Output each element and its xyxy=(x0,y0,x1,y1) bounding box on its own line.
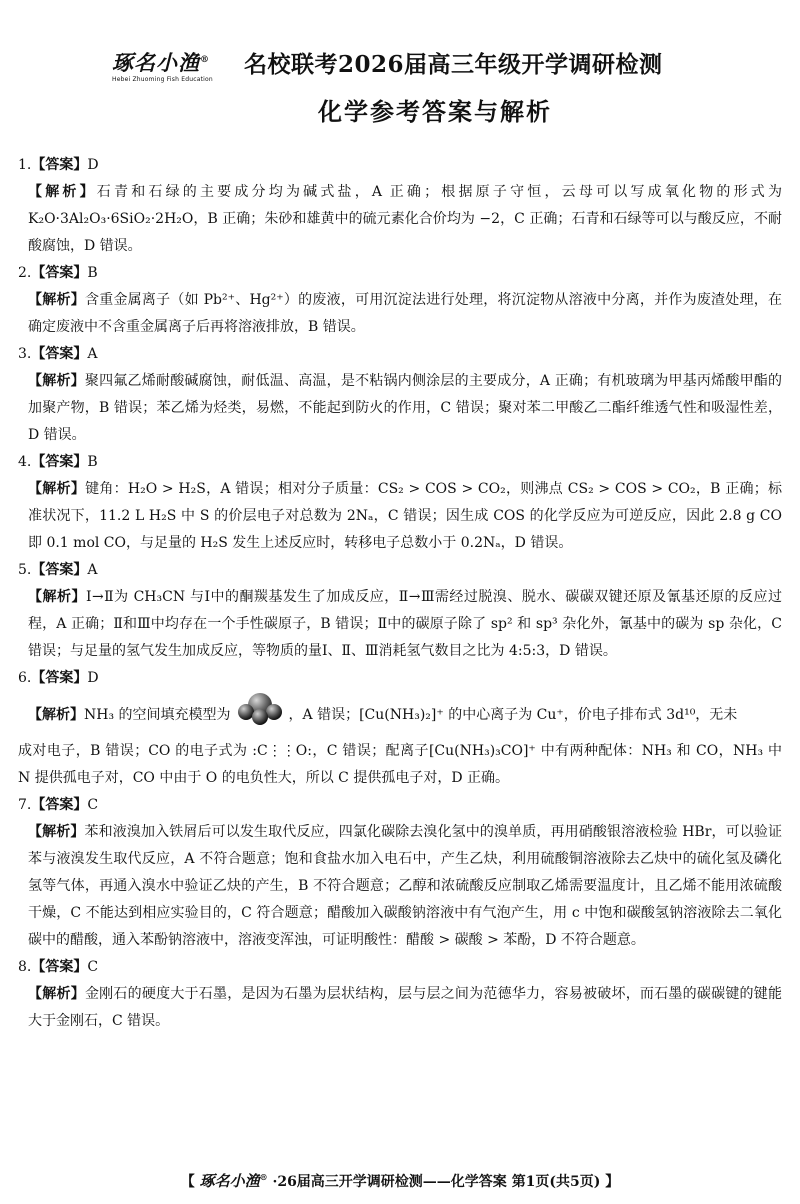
explanation: 【解析】含重金属离子（如 Pb²⁺、Hg²⁺）的废液，可用沉淀法进行处理，将沉淀物从溶液中分离，并作为废渣处理，在确定废液中不含重金属离子后再将溶液排放，B 错误。 xyxy=(28,292,783,335)
nh3-space-filling-model-icon xyxy=(235,692,285,738)
page-title: 名校联考2026届高三年级开学调研检测 xyxy=(244,51,663,78)
explanation: 【解析】金刚石的硬度大于石墨，是因为石墨为层状结构，层与层之间为范德华力，容易被破坏，而石墨的碳碳键的键能大于金刚石，C 错误。 xyxy=(28,986,783,1029)
answer-value: B xyxy=(87,454,98,470)
answer-item-4: 4.【答案】B 【解析】键角：H₂O > H₂S，A 错误；相对分子质量：CS₂ > COS > CO₂，则沸点 CS₂ > COS > CO₂，B 正确；标准状况下，11.2 L H₂S 中 S 的价层电子对总数为 2Nₐ，C 错误；因生成 COS 的化学反应为可逆反应，因此 2.8 g CO 即 0.1 mol CO，与足量的 H₂S 发生上述反应时，转移电子总数小于 0.2Nₐ，D 错误。 xyxy=(18,449,782,557)
answer-item-1: 1.【答案】D 【解析】石青和石绿的主要成分均为碱式盐，A 正确；根据原子守恒，云母可以写成氧化物的形式为 K₂O·3Al₂O₃·6SiO₂·2H₂O，B 正确；朱砂和雄黄中的硫元素化合价均为 −2，C 正确；石青和石绿等可以与酸反应，不耐酸腐蚀，D 错误。 xyxy=(18,152,782,260)
page-subtitle: 化学参考答案与解析 xyxy=(318,97,552,126)
answer-value: B xyxy=(87,265,98,281)
answer-item-8: 8.【答案】C 【解析】金刚石的硬度大于石墨，是因为石墨为层状结构，层与层之间为范德华力，容易被破坏，而石墨的碳碳键的键能大于金刚石，C 错误。 xyxy=(18,954,782,1035)
answer-item-7: 7.【答案】C 【解析】苯和液溴加入铁屑后可以发生取代反应，四氯化碳除去溴化氢中的溴单质，再用硝酸银溶液检验 HBr，可以验证苯与液溴发生取代反应，A 不符合题意；饱和食盐水加入电石中，产生乙炔，利用硫酸铜溶液除去乙炔中的硫化氢及磷化氢等气体，再通入溴水中验证乙炔的产生，B 不符合题意；乙醇和浓硫酸反应制取乙烯需要温度计，且乙烯不能用浓硫酸干燥，C 不能达到相应实验目的，C 符合题意；醋酸加入碳酸钠溶液中有气泡产生，用 c 中饱和碳酸氢钠溶液除去二氧化碳中的醋酸，通入苯酚钠溶液中，溶液变浑浊，可证明酸性：醋酸 > 碳酸 > 苯酚，D 不符合题意。 xyxy=(18,792,782,954)
answer-value: C xyxy=(87,959,99,975)
explanation: 【解析】键角：H₂O > H₂S，A 错误；相对分子质量：CS₂ > COS > CO₂，则沸点 CS₂ > COS > CO₂，B 正确；标准状况下，11.2 L H₂S 中 S 的价层电子对总数为 2Nₐ，C 错误；因生成 COS 的化学反应为可逆反应，因此 2.8 g CO 即 0.1 mol CO，与足量的 H₂S 发生上述反应时，转移电子总数小于 0.2Nₐ，D 错误。 xyxy=(28,481,783,551)
registered-mark: ® xyxy=(200,55,210,65)
answer-value: A xyxy=(87,562,98,578)
answers-list xyxy=(18,152,782,1035)
answer-item-5: 5.【答案】A 【解析】Ⅰ→Ⅱ为 CH₃CN 与Ⅰ中的酮羰基发生了加成反应，Ⅱ→Ⅲ需经过脱溴、脱水、碳碳双键还原及氰基还原的反应过程，A 正确；Ⅱ和Ⅲ中均存在一个手性碳原子，B 错误；Ⅱ中的碳原子除了 sp² 和 sp³ 杂化外，氰基中的碳为 sp 杂化，C 错误；与足量的氢气发生加成反应，等物质的量Ⅰ、Ⅱ、Ⅲ消耗氢气数目之比为 4:5:3，D 错误。 xyxy=(18,557,782,665)
answer-value: C xyxy=(87,797,99,813)
logo-text: 琢名小渔 xyxy=(112,50,200,75)
answer-value: D xyxy=(87,157,99,173)
answer-item-6: 6.【答案】D 【解析】NH₃ 的空间填充模型为 ，A 错误；[Cu(NH₃)₂]⁺ 的中心离子为 Cu⁺，价电子排布式 3d¹⁰，无未 成对电子，B 错误；CO 的电子式为 :C⋮⋮O:，C 错误；配离子[Cu(NH₃)₃CO]⁺ 中有两种配体：NH₃ 和 CO，NH₃ 中 N 提供孤电子对，CO 中由于 O 的电负性大，所以 C 提供孤电子对，D 正确。 xyxy=(18,670,782,786)
brand-logo xyxy=(112,48,242,84)
explanation: 【解析】聚四氟乙烯耐酸碱腐蚀，耐低温、高温，是不粘锅内侧涂层的主要成分，A 正确；有机玻璃为甲基丙烯酸甲酯的加聚产物，B 错误；苯乙烯为烃类，易燃，不能起到防火的作用，C 错误；聚对苯二甲酸乙二酯纤维透气性和吸湿性差，D 错误。 xyxy=(28,373,783,443)
answer-item-2: 2.【答案】B 【解析】含重金属离子（如 Pb²⁺、Hg²⁺）的废液，可用沉淀法进行处理，将沉淀物从溶液中分离，并作为废渣处理，在确定废液中不含重金属离子后再将溶液排放，B 错误。 xyxy=(18,260,782,341)
explanation: 【解析】NH₃ 的空间填充模型为 ，A 错误；[Cu(NH₃)₂]⁺ 的中心离子为 Cu⁺，价电子排布式 3d¹⁰，无未 xyxy=(18,692,782,738)
answer-item-3: 3.【答案】A 【解析】聚四氟乙烯耐酸碱腐蚀，耐低温、高温，是不粘锅内侧涂层的主要成分，A 正确；有机玻璃为甲基丙烯酸甲酯的加聚产物，B 错误；苯乙烯为烃类，易燃，不能起到防火的作用，C 错误；聚对苯二甲酸乙二酯纤维透气性和吸湿性差，D 错误。 xyxy=(18,341,782,449)
footer-logo: 琢名小渔® xyxy=(199,1172,268,1190)
answer-value: D xyxy=(87,670,99,686)
footer-text: ·26届高三开学调研检测——化学答案 xyxy=(272,1174,507,1190)
page-number: 第1页(共5页) xyxy=(511,1174,601,1190)
page-footer: 【 琢名小渔® ·26届高三开学调研检测——化学答案 第1页(共5页) 】 xyxy=(180,1172,620,1190)
explanation: 【解析】Ⅰ→Ⅱ为 CH₃CN 与Ⅰ中的酮羰基发生了加成反应，Ⅱ→Ⅲ需经过脱溴、脱水、碳碳双键还原及氰基还原的反应过程，A 正确；Ⅱ和Ⅲ中均存在一个手性碳原子，B 错误；Ⅱ中的碳原子除了 sp² 和 sp³ 杂化外，氰基中的碳为 sp 杂化，C 错误；与足量的氢气发生加成反应，等物质的量Ⅰ、Ⅱ、Ⅲ消耗氢气数目之比为 4:5:3，D 错误。 xyxy=(28,589,783,659)
explanation: 【解析】石青和石绿的主要成分均为碱式盐，A 正确；根据原子守恒，云母可以写成氧化物的形式为 K₂O·3Al₂O₃·6SiO₂·2H₂O，B 正确；朱砂和雄黄中的硫元素化合价均为 −2，C 正确；石青和石绿等可以与酸反应，不耐酸腐蚀，D 错误。 xyxy=(28,184,783,254)
answer-value: A xyxy=(87,346,98,362)
logo-english-text: Hebei Zhuoming Fish Education xyxy=(112,76,213,83)
explanation: 【解析】苯和液溴加入铁屑后可以发生取代反应，四氯化碳除去溴化氢中的溴单质，再用硝酸银溶液检验 HBr，可以验证苯与液溴发生取代反应，A 不符合题意；饱和食盐水加入电石中，产生乙炔，利用硫酸铜溶液除去乙炔中的硫化氢及磷化氢等气体，再通入溴水中验证乙炔的产生，B 不符合题意；乙醇和浓硫酸反应制取乙烯需要温度计，且乙烯不能用浓硫酸干燥，C 不能达到相应实验目的，C 符合题意；醋酸加入碳酸钠溶液中有气泡产生，用 c 中饱和碳酸氢钠溶液除去二氧化碳中的醋酸，通入苯酚钠溶液中，溶液变浑浊，可证明酸性：醋酸 > 碳酸 > 苯酚，D 不符合题意。 xyxy=(28,824,783,948)
